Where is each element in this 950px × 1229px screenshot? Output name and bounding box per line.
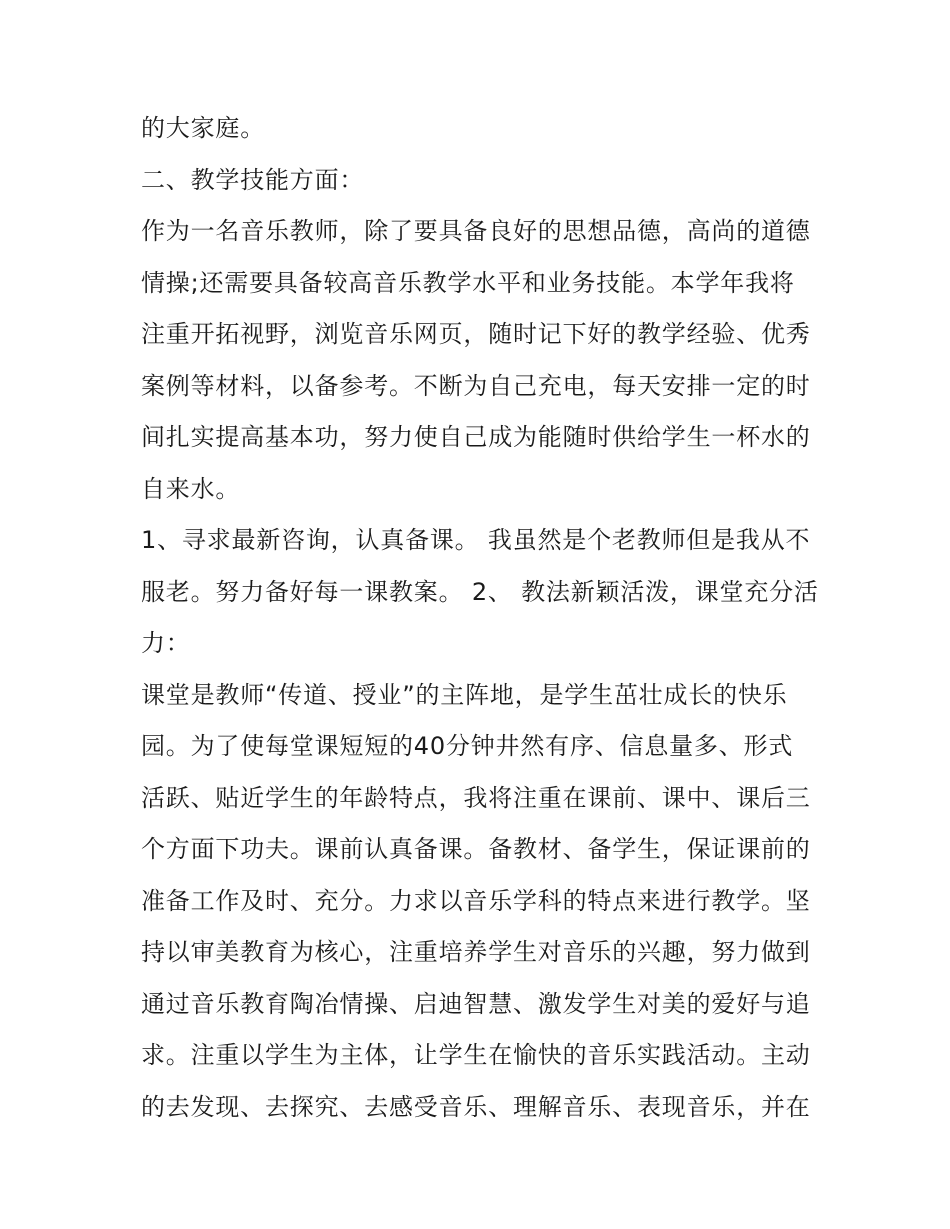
text-line: 1、寻求最新咨询，认真备课。 我虽然是个老教师但是我从不 (141, 526, 811, 554)
text-line: 园。为了使每堂课短短的40分钟井然有序、信息量多、形式 (141, 732, 794, 760)
text-line: 求。注重以学生为主体，让学生在愉快的音乐实践活动。主动 (141, 1041, 811, 1069)
text-line: 的大家庭。 (141, 114, 265, 142)
text-line: 准备工作及时、充分。力求以音乐学科的特点来进行教学。坚 (141, 887, 811, 915)
text-line: 案例等材料，以备参考。不断为自己充电，每天安排一定的时 (141, 372, 811, 400)
text-line: 注重开拓视野，浏览音乐网页，随时记下好的教学经验、优秀 (141, 320, 811, 348)
text-line: 服老。努力备好每一课教案。 2、 教法新颖活泼，课堂充分活 (141, 578, 819, 606)
text-line: 通过音乐教育陶冶情操、启迪智慧、激发学生对美的爱好与追 (141, 990, 811, 1018)
text-line: 个方面下功夫。课前认真备课。备教材、备学生，保证课前的 (141, 835, 811, 863)
text-line: 课堂是教师“传道、授业”的主阵地，是学生茁壮成长的快乐 (141, 681, 788, 709)
text-line: 力： (141, 629, 191, 657)
text-line: 活跃、贴近学生的年龄特点，我将注重在课前、课中、课后三 (141, 784, 811, 812)
text-line: 间扎实提高基本功，努力使自己成为能随时供给学生一杯水的 (141, 423, 811, 451)
section-heading: 二、教学技能方面： (141, 166, 365, 194)
text-line: 的去发现、去探究、去感受音乐、理解音乐、表现音乐，并在 (141, 1093, 811, 1121)
text-line: 作为一名音乐教师，除了要具备良好的思想品德，高尚的道德 (141, 217, 811, 245)
text-line: 持以审美教育为核心，注重培养学生对音乐的兴趣，努力做到 (141, 938, 811, 966)
text-line: 自来水。 (141, 475, 241, 503)
text-line: 情操;还需要具备较高音乐教学水平和业务技能。本学年我将 (141, 269, 795, 297)
